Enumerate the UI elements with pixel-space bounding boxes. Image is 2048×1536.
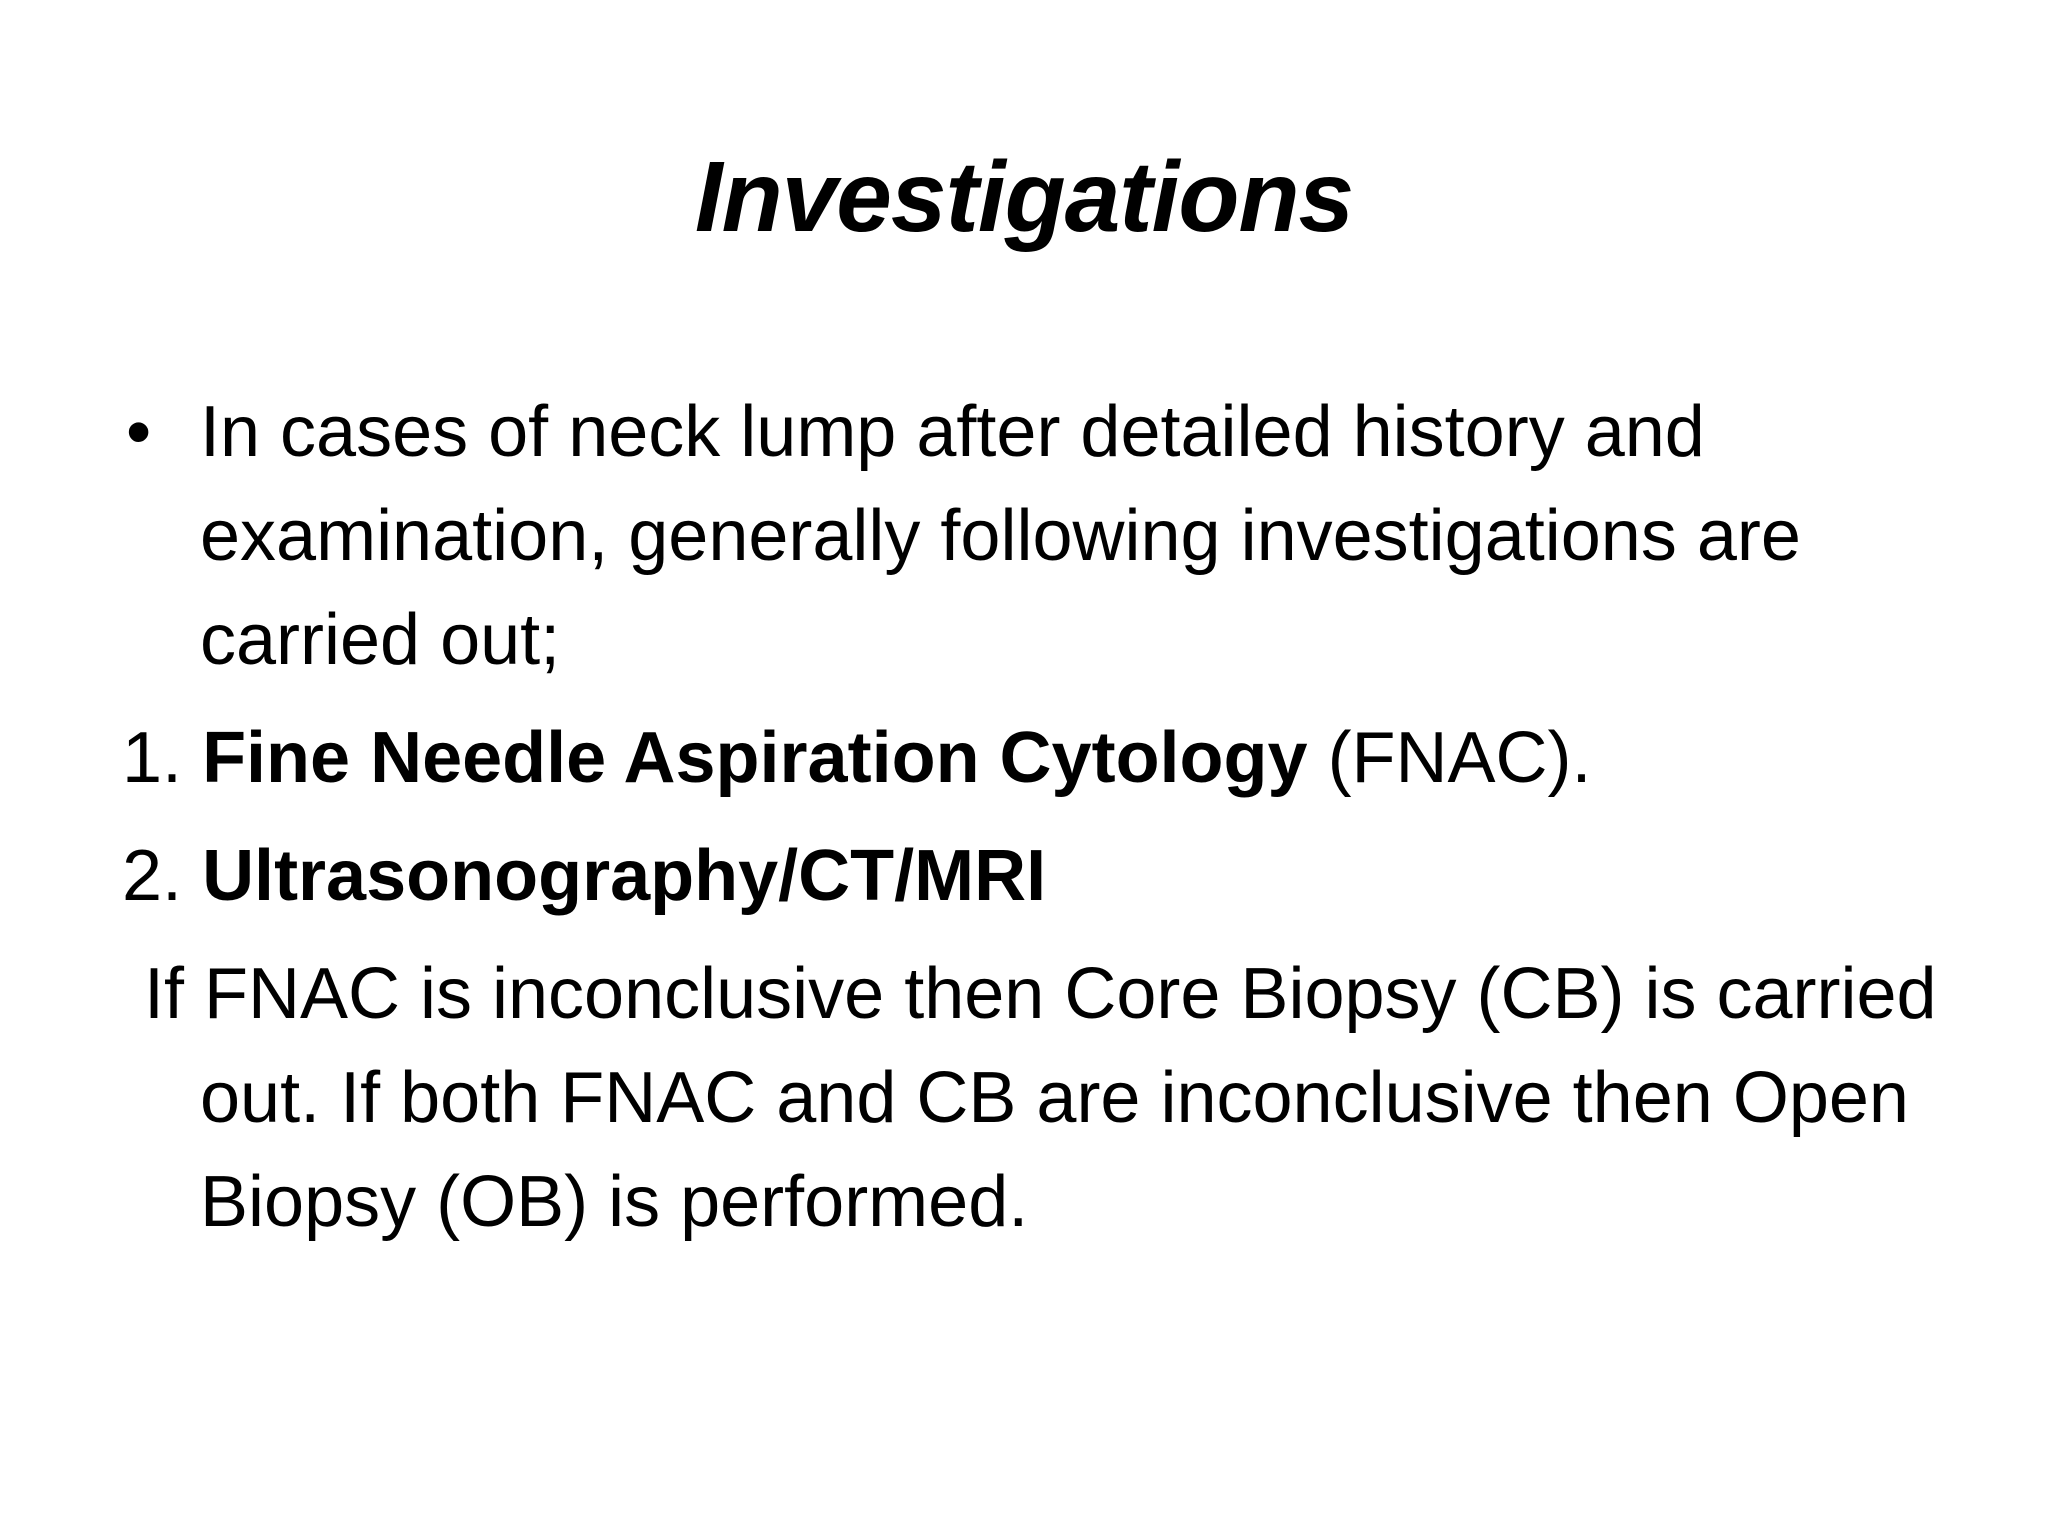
intro-bullet <box>122 380 1952 692</box>
bullet-marker: • <box>126 392 152 472</box>
intro-text: In cases of neck lump after detailed history and examination, generally following investigations are carried out; <box>200 392 1801 680</box>
list-item-number: 2. <box>122 836 203 916</box>
list-item-bold-label: Ultrasonography/CT/MRI <box>202 836 1047 916</box>
slide-body <box>122 380 1952 1254</box>
list-item-number: 1. <box>122 718 203 798</box>
slide-title: Investigations <box>694 141 1354 253</box>
list-item-suffix: (FNAC). <box>1307 718 1592 798</box>
list-item-bold-label: Fine Needle Aspiration Cytology <box>202 718 1308 798</box>
conclusion-paragraph: If FNAC is inconclusive then Core Biopsy (CB) is carried out. If both FNAC and CB are inconclusive then Open Biopsy (OB) is performed. <box>144 954 1937 1242</box>
list-item-fnac <box>122 706 1952 810</box>
list-item-imaging <box>122 824 1952 928</box>
